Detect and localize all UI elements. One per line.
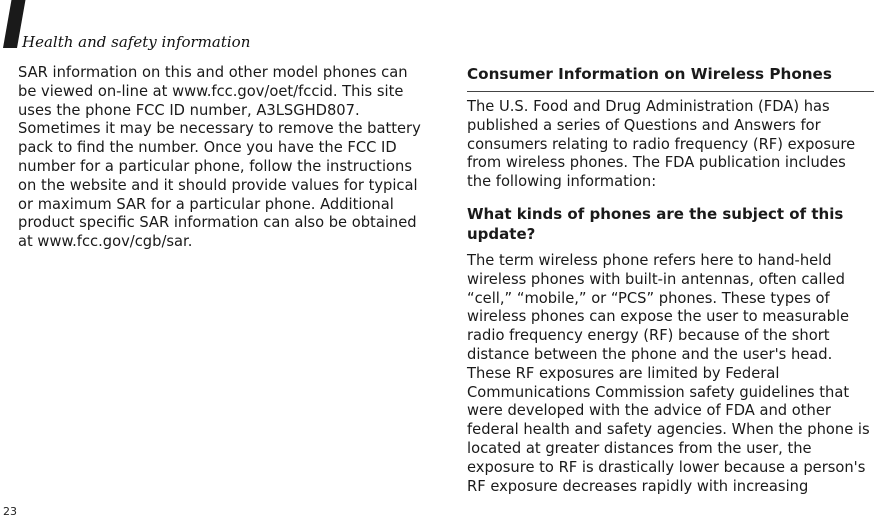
answer-paragraph: The term wireless phone refers here to hand-held wireless phones with built-in antennas, often called “cell,” “mobile,” or “PCS” phones. These types of wireless phones can expose the user to measurable radio frequency energy (RF) because of the short distance between the phone and the user's head. These RF exposures are limited by Federal Communications Commission safety guidelines that were developed with the advice of FDA and other federal health and safety agencies. When the phone is located at greater distances from the user, the exposure to RF is drastically lower because a person's RF exposure decreases rapidly with increasing — [467, 251, 870, 495]
left-column — [18, 64, 433, 252]
fda-intro-paragraph: The U.S. Food and Drug Administration (FDA) has published a series of Questions and Answers for consumers relating to radio frequency (RF) exposure from wireless phones. The FDA publication includes the following information: — [467, 98, 856, 191]
page-number: 23 — [3, 505, 17, 518]
section-title: Health and safety information — [22, 33, 251, 51]
question-heading: What kinds of phones are the subject of this update? — [467, 204, 844, 243]
right-column — [467, 64, 874, 496]
sar-info-paragraph: SAR information on this and other model phones can be viewed on-line at www.fcc.gov/oet/fccid. This site uses the phone FCC ID number, A3LSGHD807. Sometimes it may be necessary to remove the battery pack to find the number. Once you have the FCC ID number for a particular phone, follow the instructions on the website and it should provide values for typical or maximum SAR for a particular phone. Additional product specific SAR information can also be obtained at www.fcc.gov/cgb/sar. — [18, 64, 421, 251]
consumer-info-heading: Consumer Information on Wireless Phones — [467, 65, 832, 83]
heading-divider — [467, 91, 874, 92]
